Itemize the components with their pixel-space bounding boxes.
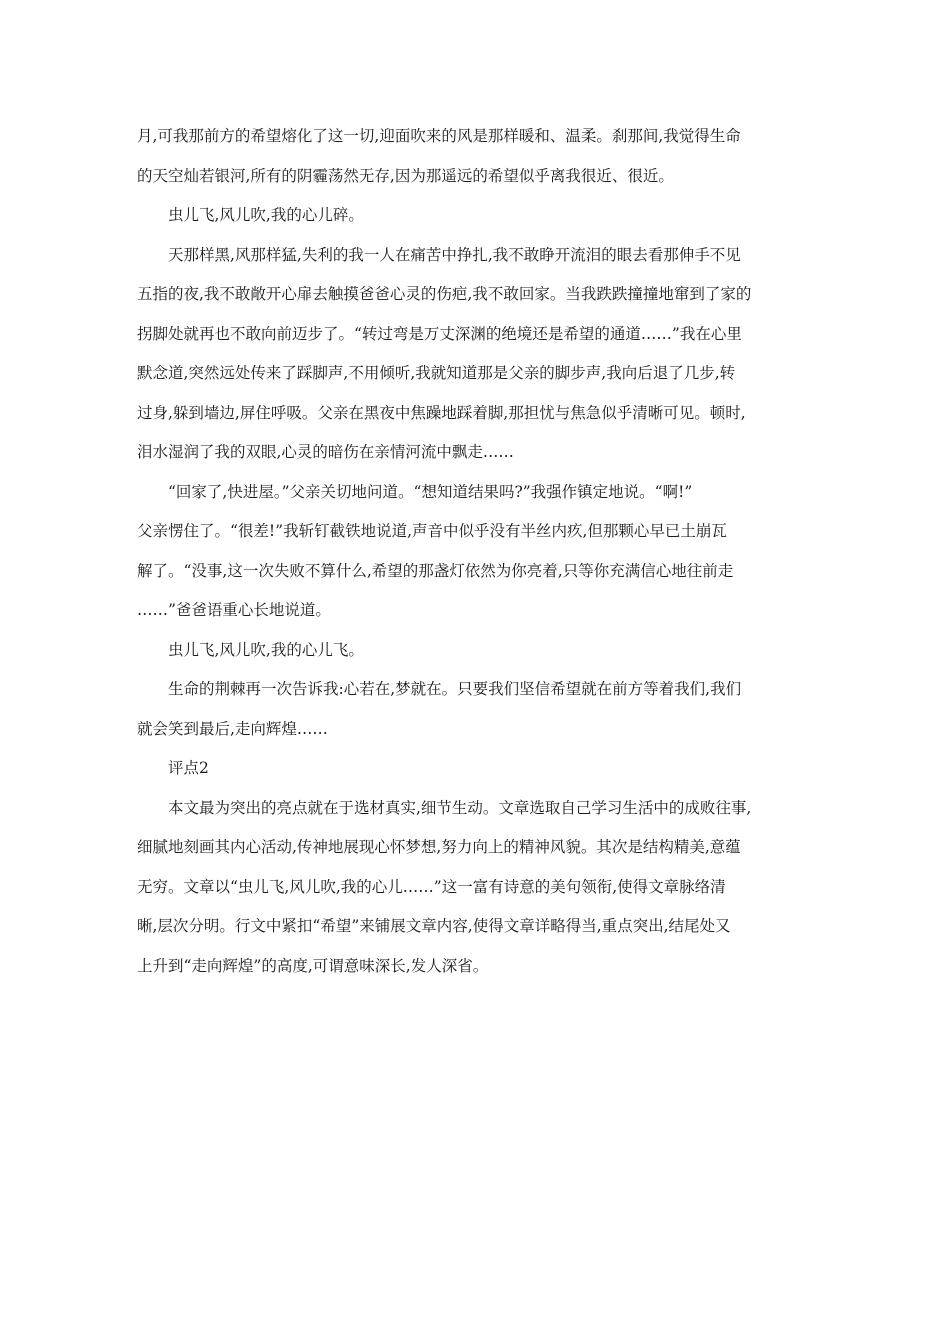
text-line: ……”爸爸语重心长地说道。 (137, 601, 331, 619)
text-line: 本文最为突出的亮点就在于选材真实,细节生动。文章选取自己学习生活中的成败往事, (168, 798, 752, 817)
text-line: 上升到“走向辉煌”的高度,可谓意味深长,发人深省。 (137, 956, 489, 975)
text-line: 解了。“没事,这一次失败不算什么,希望的那盏灯依然为你亮着,只等你充满信心地往前走 (137, 561, 734, 580)
paragraph (137, 196, 815, 236)
text-line: 月,可我那前方的希望熔化了这一切,迎面吹来的风是那样暖和、温柔。刹那间,我觉得生命 (137, 127, 741, 145)
text-line: 虫儿飞,风儿吹,我的心儿飞。 (168, 640, 364, 659)
text-line: 过身,躲到墙边,屏住呼吸。父亲在黑夜中焦躁地踩着脚,那担忧与焦急似乎清晰可见。顿时, (137, 403, 746, 422)
text-line: 泪水湿润了我的双眼,心灵的暗伤在亲情河流中飘走…… (137, 443, 514, 461)
paragraph (137, 670, 815, 749)
section-heading (137, 749, 815, 789)
text-line: 的天空灿若银河,所有的阴霾荡然无存,因为那遥远的希望似乎离我很近、很近。 (137, 166, 674, 185)
text-line: 虫儿飞,风儿吹,我的心儿碎。 (168, 206, 364, 224)
paragraph (137, 473, 815, 631)
text-line: 评点2 (168, 759, 209, 777)
paragraph (137, 117, 815, 196)
paragraph (137, 236, 815, 473)
text-line: 拐脚处就再也不敢向前迈步了。“转过弯是万丈深渊的绝境还是希望的通道……”我在心里 (137, 324, 742, 343)
document-body (137, 117, 815, 986)
text-line: 细腻地刻画其内心活动,传神地展现心怀梦想,努力向上的精神风貌。其次是结构精美,意蕴 (137, 838, 741, 856)
text-line: 生命的荆棘再一次告诉我:心若在,梦就在。只要我们坚信希望就在前方等着我们,我们 (168, 680, 742, 698)
text-line: 晰,层次分明。行文中紧扣“希望”来铺展文章内容,使得文章详略得当,重点突出,结尾处又 (137, 917, 731, 935)
paragraph (137, 631, 815, 671)
text-line: 五指的夜,我不敢敞开心扉去触摸爸爸心灵的伤疤,我不敢回家。当我跌跌撞撞地窜到了家的 (137, 285, 752, 303)
text-line: 父亲愣住了。“很差!”我斩钉截铁地说道,声音中似乎没有半丝内疚,但那颗心早已土崩瓦 (137, 522, 727, 540)
text-line: “回家了,快进屋。”父亲关切地问道。“想知道结果吗?”我强作镇定地说。“啊!” (168, 482, 693, 501)
text-line: 无穷。文章以“虫儿飞,风儿吹,我的心儿……”这一富有诗意的美句领衔,使得文章脉络清 (137, 877, 726, 896)
text-line: 就会笑到最后,走向辉煌…… (137, 719, 328, 738)
paragraph (137, 789, 815, 987)
text-line: 天那样黑,风那样猛,失利的我一人在痛苦中挣扎,我不敢睁开流泪的眼去看那伸手不见 (168, 245, 741, 264)
text-line: 默念道,突然远处传来了踩脚声,不用倾听,我就知道那是父亲的脚步声,我向后退了几步,转 (137, 364, 736, 382)
